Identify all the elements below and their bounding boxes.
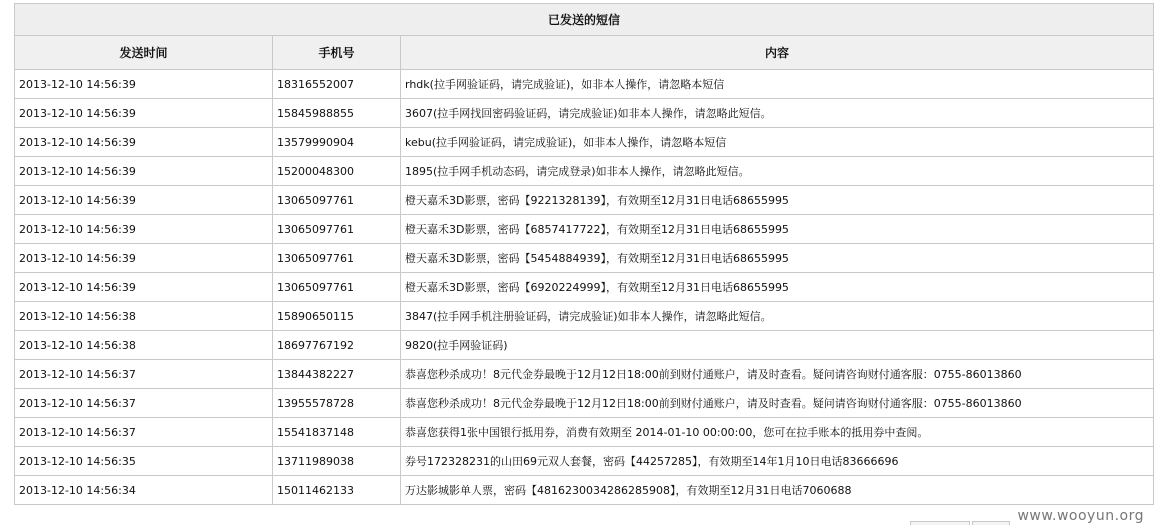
content-cell: 恭喜您秒杀成功！8元代金券最晚于12月12日18:00前到财付通账户，请及时查看。疑问请咨询财付通客服：0755-86013860 <box>401 389 1154 418</box>
content-cell: 橙天嘉禾3D影票，密码【6857417722】，有效期至12月31日电话68655995 <box>401 215 1154 244</box>
table-row <box>15 476 1154 505</box>
send-time-cell: 2013-12-10 14:56:38 <box>15 331 273 360</box>
phone-cell: 13065097761 <box>273 273 401 302</box>
column-header-phone: 手机号 <box>273 36 401 70</box>
table-row <box>15 360 1154 389</box>
table-row <box>15 273 1154 302</box>
phone-cell: 13955578728 <box>273 389 401 418</box>
table-row <box>15 302 1154 331</box>
table-row <box>15 244 1154 273</box>
send-time-cell: 2013-12-10 14:56:39 <box>15 128 273 157</box>
content-cell: kebu(拉手网验证码，请完成验证)，如非本人操作，请忽略本短信 <box>401 128 1154 157</box>
send-time-cell: 2013-12-10 14:56:34 <box>15 476 273 505</box>
phone-cell: 15200048300 <box>273 157 401 186</box>
table-row <box>15 99 1154 128</box>
table-row <box>15 128 1154 157</box>
table-row <box>15 331 1154 360</box>
pager-button[interactable] <box>910 521 970 525</box>
content-cell: 9820(拉手网验证码) <box>401 331 1154 360</box>
send-time-cell: 2013-12-10 14:56:39 <box>15 99 273 128</box>
send-time-cell: 2013-12-10 14:56:39 <box>15 186 273 215</box>
phone-cell: 13844382227 <box>273 360 401 389</box>
table-caption: 已发送的短信 <box>15 4 1154 36</box>
phone-cell: 13065097761 <box>273 244 401 273</box>
table-row <box>15 447 1154 476</box>
table-row <box>15 418 1154 447</box>
sent-sms-table <box>14 3 1154 505</box>
content-cell: 券号172328231的山田69元双人套餐，密码【44257285】，有效期至14年1月10日电话83666696 <box>401 447 1154 476</box>
phone-cell: 18697767192 <box>273 331 401 360</box>
table-header-row <box>15 36 1154 70</box>
phone-cell: 15845988855 <box>273 99 401 128</box>
column-header-send-time: 发送时间 <box>15 36 273 70</box>
send-time-cell: 2013-12-10 14:56:38 <box>15 302 273 331</box>
content-cell: 恭喜您秒杀成功！8元代金券最晚于12月12日18:00前到财付通账户，请及时查看。疑问请咨询财付通客服：0755-86013860 <box>401 360 1154 389</box>
send-time-cell: 2013-12-10 14:56:39 <box>15 70 273 99</box>
send-time-cell: 2013-12-10 14:56:35 <box>15 447 273 476</box>
table-row <box>15 215 1154 244</box>
table-row <box>15 157 1154 186</box>
table-caption-row <box>15 4 1154 36</box>
content-cell: 恭喜您获得1张中国银行抵用券，消费有效期至 2014-01-10 00:00:00，您可在拉手账本的抵用券中查阅。 <box>401 418 1154 447</box>
send-time-cell: 2013-12-10 14:56:39 <box>15 215 273 244</box>
column-header-content: 内容 <box>401 36 1154 70</box>
content-cell: 橙天嘉禾3D影票，密码【5454884939】，有效期至12月31日电话68655995 <box>401 244 1154 273</box>
phone-cell: 15011462133 <box>273 476 401 505</box>
send-time-cell: 2013-12-10 14:56:37 <box>15 360 273 389</box>
phone-cell: 15541837148 <box>273 418 401 447</box>
table-row <box>15 389 1154 418</box>
phone-cell: 15890650115 <box>273 302 401 331</box>
content-cell: 万达影城影单人票，密码【4816230034286285908】，有效期至12月31日电话7060688 <box>401 476 1154 505</box>
phone-cell: 18316552007 <box>273 70 401 99</box>
content-cell: 3607(拉手网找回密码验证码，请完成验证)如非本人操作，请忽略此短信。 <box>401 99 1154 128</box>
table-body <box>15 70 1154 505</box>
send-time-cell: 2013-12-10 14:56:39 <box>15 244 273 273</box>
send-time-cell: 2013-12-10 14:56:37 <box>15 418 273 447</box>
content-cell: 3847(拉手网手机注册验证码，请完成验证)如非本人操作，请忽略此短信。 <box>401 302 1154 331</box>
watermark: www.wooyun.org <box>1017 508 1144 524</box>
content-cell: 橙天嘉禾3D影票，密码【6920224999】，有效期至12月31日电话68655995 <box>401 273 1154 302</box>
table-row <box>15 186 1154 215</box>
table-row <box>15 70 1154 99</box>
phone-cell: 13579990904 <box>273 128 401 157</box>
phone-cell: 13065097761 <box>273 186 401 215</box>
phone-cell: 13711989038 <box>273 447 401 476</box>
content-cell: rhdk(拉手网验证码，请完成验证)，如非本人操作，请忽略本短信 <box>401 70 1154 99</box>
send-time-cell: 2013-12-10 14:56:39 <box>15 273 273 302</box>
send-time-cell: 2013-12-10 14:56:39 <box>15 157 273 186</box>
pager-button[interactable] <box>972 521 1010 525</box>
send-time-cell: 2013-12-10 14:56:37 <box>15 389 273 418</box>
content-cell: 橙天嘉禾3D影票，密码【9221328139】，有效期至12月31日电话68655995 <box>401 186 1154 215</box>
phone-cell: 13065097761 <box>273 215 401 244</box>
content-cell: 1895(拉手网手机动态码，请完成登录)如非本人操作，请忽略此短信。 <box>401 157 1154 186</box>
